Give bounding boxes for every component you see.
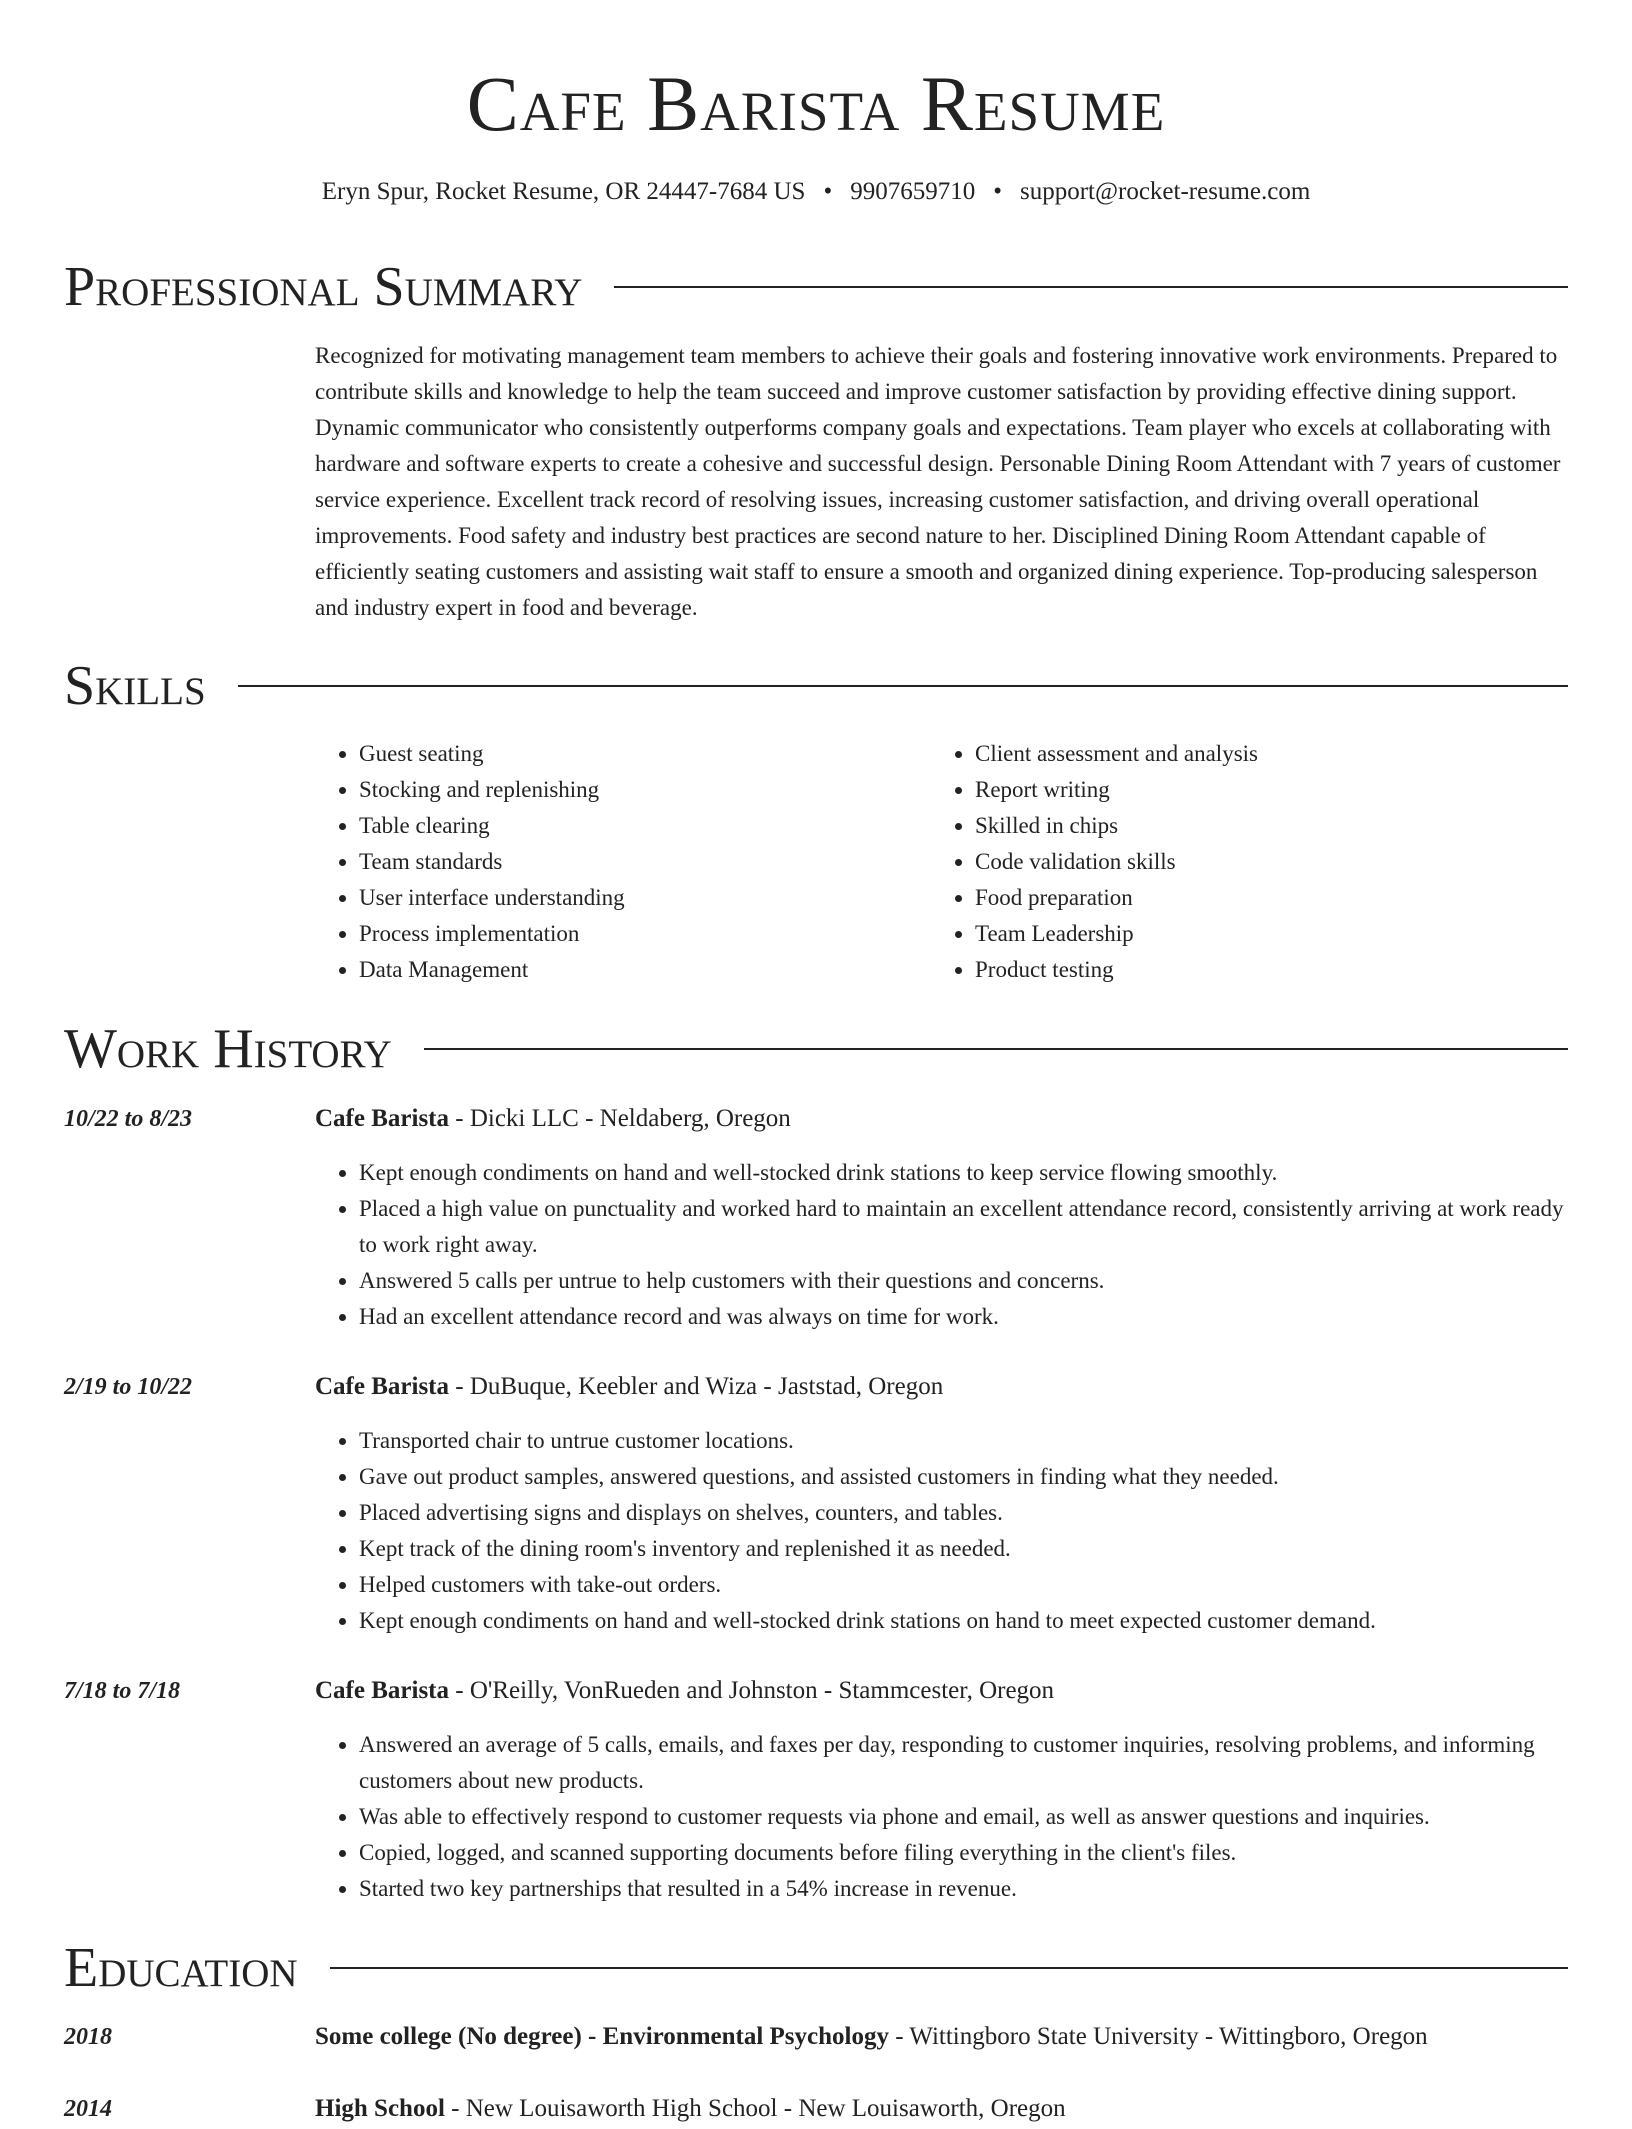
- job-bullet: • Helped customers with take-out orders.: [359, 1567, 1568, 1603]
- job-bullet: • Transported chair to untrue customer locations.: [359, 1423, 1568, 1459]
- job-bullet: • Answered 5 calls per untrue to help customers with their questions and concerns.: [359, 1263, 1568, 1299]
- education-entry: [315, 2089, 1568, 2129]
- section-title-work-history: Work History: [64, 1018, 392, 1080]
- skill-item: • Skilled in chips: [975, 808, 1568, 844]
- job-dates: 7/18 to 7/18: [64, 1678, 181, 1704]
- skill-item: • Code validation skills: [975, 844, 1568, 880]
- skill-item: • User interface understanding: [359, 880, 915, 916]
- job-heading: [315, 1099, 1568, 1139]
- section-divider: [330, 1967, 1568, 1969]
- job-title: Cafe Barista: [315, 1105, 449, 1132]
- education-year: 2018: [64, 2024, 112, 2050]
- job-bullets: [315, 1155, 1568, 1335]
- job-bullet: • Kept enough condiments on hand and well-stocked drink stations to keep service flowing smoothly.: [359, 1155, 1568, 1191]
- contact-separator: •: [993, 178, 1002, 205]
- skill-item: • Product testing: [975, 952, 1568, 988]
- job-dates: 10/22 to 8/23: [64, 1106, 193, 1132]
- skill-item: • Guest seating: [359, 736, 915, 772]
- skill-item: • Data Management: [359, 952, 915, 988]
- section-divider: [424, 1048, 1568, 1050]
- job-bullet: • Had an excellent attendance record and was always on time for work.: [359, 1299, 1568, 1335]
- contact-email: support@rocket-resume.com: [1019, 178, 1311, 205]
- skill-item: • Stocking and replenishing: [359, 772, 915, 808]
- contact-separator: •: [823, 178, 833, 205]
- job-bullet: • Placed advertising signs and displays on shelves, counters, and tables.: [359, 1495, 1568, 1531]
- education-year: 2014: [64, 2096, 112, 2122]
- job-employer: - DuBuque, Keebler and Wiza - Jaststad, Oregon: [449, 1373, 944, 1400]
- job-heading: [315, 1367, 1568, 1407]
- section-title-education: Education: [64, 1937, 298, 1999]
- job-heading: [315, 1671, 1568, 1711]
- job-title: Cafe Barista: [315, 1677, 449, 1704]
- skill-item: • Process implementation: [359, 916, 915, 952]
- job-employer: - O'Reilly, VonRueden and Johnston - Stammcester, Oregon: [449, 1677, 1055, 1704]
- skills-column-right: [931, 736, 1568, 988]
- job-bullet: • Kept track of the dining room's inventory and replenished it as needed.: [359, 1531, 1568, 1567]
- education-degree: High School: [315, 2095, 445, 2122]
- skill-item: • Team Leadership: [975, 916, 1568, 952]
- skills-column-left: [315, 736, 915, 988]
- job-bullet: • Placed a high value on punctuality and worked hard to maintain an excellent attendance record, consistently arriving at work ready to work right away.: [359, 1191, 1568, 1263]
- contact-line: [0, 172, 1632, 212]
- skill-item: • Food preparation: [975, 880, 1568, 916]
- contact-phone: 9907659710: [850, 178, 976, 205]
- job-bullet: • Copied, logged, and scanned supporting documents before filing everything in the client's files.: [359, 1835, 1568, 1871]
- section-divider: [614, 286, 1568, 288]
- job-bullet: • Was able to effectively respond to customer requests via phone and email, as well as answer questions and inquiries.: [359, 1799, 1568, 1835]
- education-degree: Some college (No degree) - Environmental Psychology: [315, 2023, 889, 2050]
- skill-item: • Report writing: [975, 772, 1568, 808]
- section-divider: [238, 685, 1568, 687]
- job-bullet: • Kept enough condiments on hand and well-stocked drink stations on hand to meet expected customer demand.: [359, 1603, 1568, 1639]
- job-bullet: • Started two key partnerships that resulted in a 54% increase in revenue.: [359, 1871, 1568, 1907]
- summary-text: Recognized for motivating management team members to achieve their goals and fostering innovative work environments. Prepared to contribute skills and knowledge to help the team succeed and improve customer satisfaction by providing effective dining support. Dynamic communicator who consistently outperforms company goals and expectations. Team player who excels at collaborating with hardware and software experts to create a cohesive and successful design. Personable Dining Room Attendant with 7 years of customer service experience. Excellent track record of resolving issues, increasing customer satisfaction, and driving overall operational improvements. Food safety and industry best practices are second nature to her. Disciplined Dining Room Attendant capable of efficiently seating customers and assisting wait staff to ensure a smooth and organized dining experience. Top-producing salesperson and industry expert in food and beverage.: [315, 343, 1561, 620]
- resume-title: Cafe Barista Resume: [466, 60, 1166, 147]
- job-employer: - Dicki LLC - Neldaberg, Oregon: [449, 1105, 791, 1132]
- section-header-skills: [64, 651, 1568, 721]
- skill-item: • Client assessment and analysis: [975, 736, 1568, 772]
- education-school: - New Louisaworth High School - New Louisaworth, Oregon: [444, 2095, 1066, 2122]
- section-header-education: [64, 1933, 1568, 2003]
- education-school: - Wittingboro State University - Wittingboro, Oregon: [889, 2023, 1428, 2050]
- job-title: Cafe Barista: [315, 1373, 449, 1400]
- section-header-summary: [64, 252, 1568, 322]
- section-header-work-history: [64, 1014, 1568, 1084]
- skill-item: • Table clearing: [359, 808, 915, 844]
- section-title-summary: Professional Summary: [64, 256, 583, 318]
- section-title-skills: Skills: [64, 655, 206, 717]
- education-entry: [315, 2017, 1568, 2057]
- contact-address: Eryn Spur, Rocket Resume, OR 24447-7684 US: [321, 178, 806, 205]
- job-bullet: • Answered an average of 5 calls, emails, and faxes per day, responding to customer inquiries, resolving problems, and informing customers about new products.: [359, 1727, 1568, 1799]
- job-dates: 2/19 to 10/22: [64, 1374, 193, 1400]
- skill-item: • Team standards: [359, 844, 915, 880]
- job-bullets: [315, 1727, 1568, 1907]
- job-bullets: [315, 1423, 1568, 1639]
- job-bullet: • Gave out product samples, answered questions, and assisted customers in finding what they needed.: [359, 1459, 1568, 1495]
